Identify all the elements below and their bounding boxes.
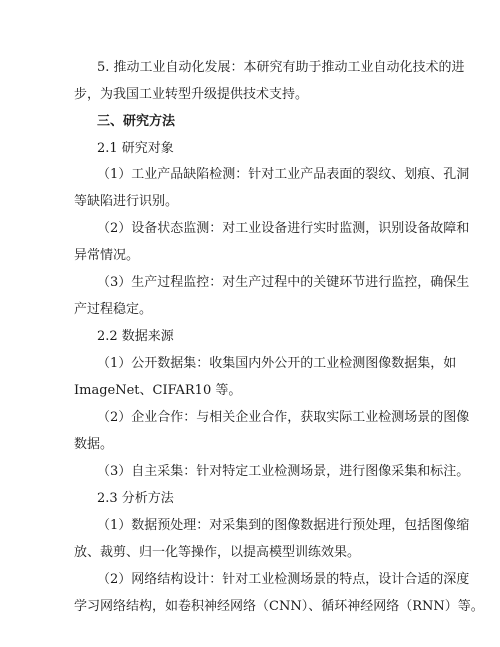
list-item-line: ImageNet、CIFAR10 等。 xyxy=(74,383,242,398)
list-item-line: （2）网络结构设计：针对工业检测场景的特点，设计合适的深度 xyxy=(97,572,470,587)
list-item-line: （3）自主采集：针对特定工业检测场景，进行图像采集和标注。 xyxy=(97,464,470,479)
list-item-line: （1）数据预处理：对采集到的图像数据进行预处理，包括图像缩 xyxy=(97,518,470,533)
subsection-title-2-3: 2.3 分析方法 xyxy=(97,491,174,506)
list-item-line: （1）工业产品缺陷检测：针对工业产品表面的裂纹、划痕、孔洞 xyxy=(97,167,470,182)
list-item-line: 产过程稳定。 xyxy=(74,302,153,317)
paragraph-line: 步，为我国工业转型升级提供技术支持。 xyxy=(74,87,309,102)
list-item-line: （2）企业合作：与相关企业合作，获取实际工业检测场景的图像 xyxy=(97,410,470,425)
list-item-line: （3）生产过程监控：对生产过程中的关键环节进行监控，确保生 xyxy=(97,275,470,290)
list-item-line: （1）公开数据集：收集国内外公开的工业检测图像数据集，如 xyxy=(97,356,457,371)
list-item-line: 学习网络结构，如卷积神经网络（CNN）、循环神经网络（RNN）等。 xyxy=(74,599,484,614)
subsection-title-2-2: 2.2 数据来源 xyxy=(97,329,174,344)
list-item-line: 异常情况。 xyxy=(74,248,140,263)
paragraph-line: 5. 推动工业自动化发展：本研究有助于推动工业自动化技术的进 xyxy=(97,60,465,75)
section-heading-methods: 三、研究方法 xyxy=(97,114,176,129)
list-item-line: （2）设备状态监测：对工业设备进行实时监测，识别设备故障和 xyxy=(97,221,470,236)
list-item-line: 数据。 xyxy=(74,437,114,452)
subsection-title-2-1: 2.1 研究对象 xyxy=(97,141,174,156)
list-item-line: 等缺陷进行识别。 xyxy=(74,194,179,209)
list-item-line: 放、裁剪、归一化等操作，以提高模型训练效果。 xyxy=(74,545,361,560)
